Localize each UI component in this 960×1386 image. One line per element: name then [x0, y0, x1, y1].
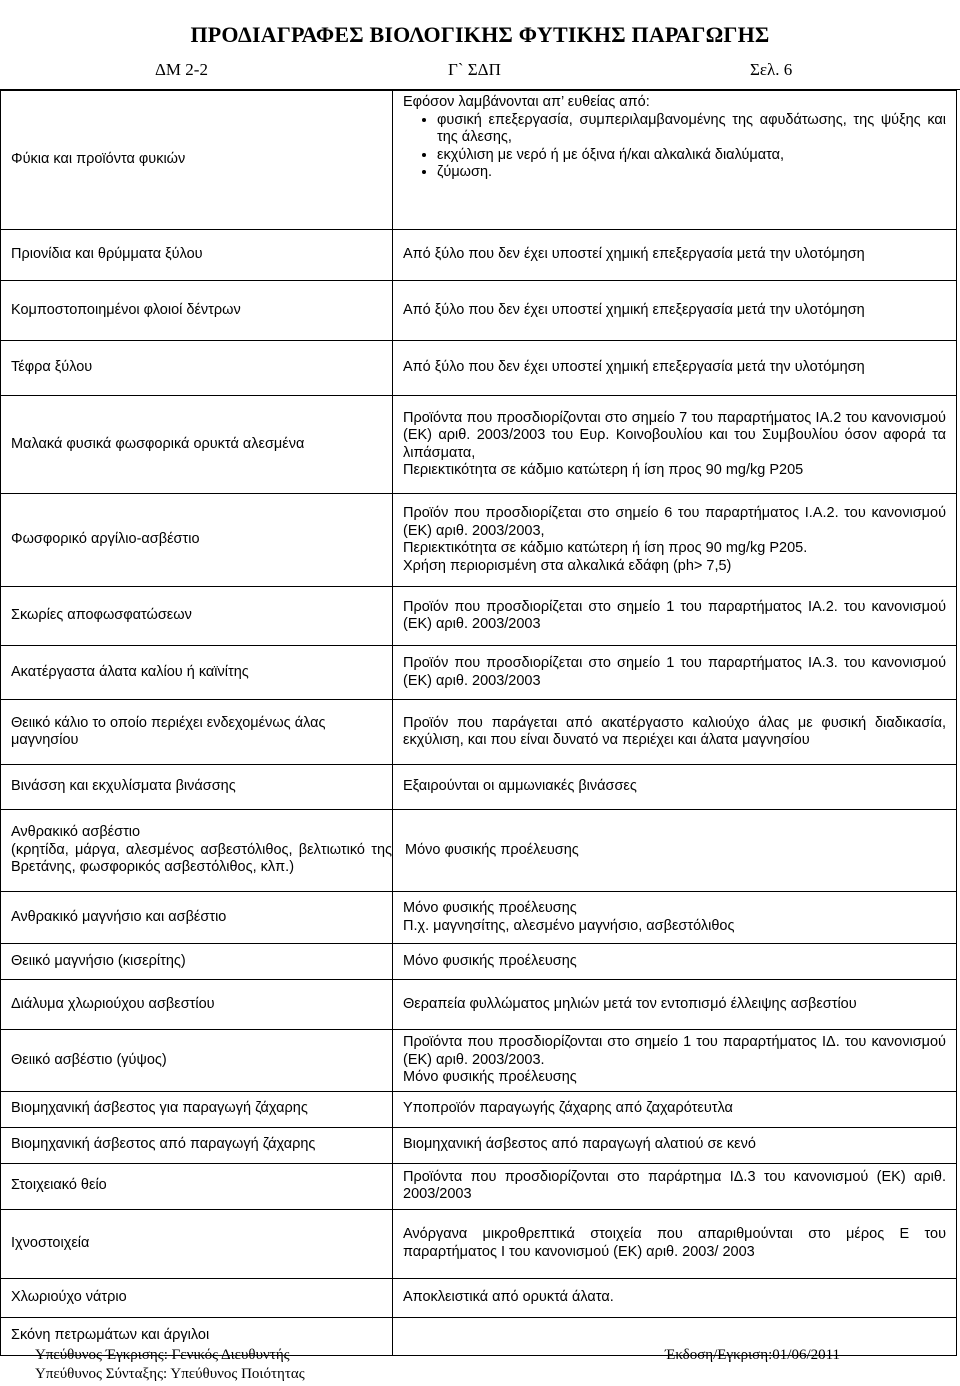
- product-cell: Φωσφορικό αργίλιο-ασβέστιο: [1, 494, 393, 587]
- product-cell: Βιομηχανική άσβεστος για παραγωγή ζάχαρης: [1, 1091, 393, 1127]
- document-title: ΠΡΟΔΙΑΓΡΑΦΕΣ ΒΙΟΛΟΓΙΚΗΣ ΦΥΤΙΚΗΣ ΠΑΡΑΓΩΓΗΣ: [190, 22, 770, 47]
- condition-text: Προϊόντα που προσδιορίζονται στο σημείο 1 του παραρτήματος ΙΔ. του κανονισμού (ΕΚ) αριθ. 2003/2003.: [403, 1034, 946, 1068]
- condition-cell: Μόνο φυσικής προέλευσης: [393, 810, 957, 892]
- document-section: Γ` ΣΔΠ: [448, 60, 501, 79]
- table-row: [1, 646, 957, 700]
- product-cell: [1, 810, 393, 892]
- table-row: [1, 587, 957, 646]
- product-cell: Ιχνοστοιχεία: [1, 1209, 393, 1278]
- table-row: [1, 91, 957, 230]
- product-cell: Θειικό κάλιο το οποίο περιέχει ενδεχομένως άλας μαγνησίου: [1, 700, 393, 765]
- condition-cell: [393, 494, 957, 587]
- footer-author: Υπεύθυνος Σύνταξης: Υπεύθυνος Ποιότητας: [35, 1366, 305, 1382]
- document-subheader: [0, 60, 960, 84]
- condition-text: Χρήση περιορισμένη στα αλκαλικά εδάφη (ph> 7,5): [403, 557, 732, 574]
- condition-cell: Μόνο φυσικής προέλευσης: [393, 944, 957, 980]
- table-row: [1, 980, 957, 1030]
- condition-cell: Ανόργανα μικροθρεπτικά στοιχεία που απαριθμούνται στο μέρος Ε του παραρτήματος Ι του κανονισμού (ΕΚ) αριθ. 2003/ 2003: [393, 1209, 957, 1278]
- table-row: [1, 1209, 957, 1278]
- product-cell: Μαλακά φυσικά φωσφορικά ορυκτά αλεσμένα: [1, 396, 393, 494]
- footer-line-1: [0, 1347, 960, 1367]
- product-cell: Στοιχειακό θείο: [1, 1163, 393, 1209]
- condition-text: Περιεκτικότητα σε κάδμιο κατώτερη ή ίση προς 90 mg/kg P205.: [403, 540, 808, 556]
- product-cell: Ακατέργαστα άλατα καλίου ή καϊνίτης: [1, 646, 393, 700]
- product-cell: Χλωριούχο νάτριο: [1, 1278, 393, 1317]
- product-cell: Θειικό ασβέστιο (γύψος): [1, 1030, 393, 1092]
- product-cell: Βιομηχανική άσβεστος από παραγωγή ζάχαρης: [1, 1127, 393, 1163]
- table-row: [1, 396, 957, 494]
- table-row: [1, 765, 957, 810]
- condition-intro: Εφόσον λαμβάνονται απ’ ευθείας από:: [403, 94, 650, 110]
- table-row: [1, 700, 957, 765]
- product-cell: Θειικό μαγνήσιο (κισερίτης): [1, 944, 393, 980]
- product-cell: Βινάσση και εκχυλίσματα βινάσσης: [1, 765, 393, 810]
- condition-text: Μόνο φυσικής προέλευσης: [403, 1069, 577, 1085]
- condition-cell: Υποπροϊόν παραγωγής ζάχαρης από ζαχαρότευτλα: [393, 1091, 957, 1127]
- table-row: [1, 494, 957, 587]
- condition-text: Π.χ. μαγνησίτης, αλεσμένο μαγνήσιο, ασβεστόλιθος: [403, 917, 735, 934]
- condition-cell: [393, 892, 957, 944]
- table-row: [1, 230, 957, 281]
- condition-cell: Από ξύλο που δεν έχει υποστεί χημική επεξεργασία μετά την υλοτόμηση: [393, 341, 957, 396]
- fertilizer-spec-table: [0, 90, 957, 1356]
- product-cell: Τέφρα ξύλου: [1, 341, 393, 396]
- condition-cell: Προϊόντα που προσδιορίζονται στο παράρτημα ΙΔ.3 του κανονισμού (ΕΚ) αριθ. 2003/2003: [393, 1163, 957, 1209]
- condition-cell: [393, 1030, 957, 1092]
- list-item: • φυσική επεξεργασία, συμπεριλαμβανομένης της αφυδάτωσης, της ψύξης και της άλεσης,: [437, 112, 946, 147]
- condition-cell: Θεραπεία φυλλώματος μηλιών μετά τον εντοπισμό έλλειψης ασβεστίου: [393, 980, 957, 1030]
- table-row: [1, 1030, 957, 1092]
- condition-text: Προϊόντα που προσδιορίζονται στο σημείο 7 του παραρτήματος ΙΑ.2 του κανονισμού (ΕΚ) αριθ. 2003/2003 του Ευρ. Κοινοβουλίου και του Συμβουλίου όσον αφορά τα λιπάσματα,: [403, 409, 946, 461]
- footer-issue-date: Έκδοση/Εγκριση:01/06/2011: [665, 1347, 841, 1363]
- product-cell: Φύκια και προϊόντα φυκιών: [1, 91, 393, 230]
- product-cell: Πριονίδια και θρύμματα ξύλου: [1, 230, 393, 281]
- table-row: [1, 341, 957, 396]
- product-cell: Ανθρακικό μαγνήσιο και ασβέστιο: [1, 892, 393, 944]
- product-cell: Κομποστοποιημένοι φλοιοί δέντρων: [1, 281, 393, 341]
- table-row: [1, 281, 957, 341]
- condition-cell: Προϊόν που προσδιορίζεται στο σημείο 1 του παραρτήματος ΙΑ.3. του κανονισμού (ΕΚ) αριθ. 2003/2003: [393, 646, 957, 700]
- condition-cell: Από ξύλο που δεν έχει υποστεί χημική επεξεργασία μετά την υλοτόμηση: [393, 281, 957, 341]
- table-row: [1, 810, 957, 892]
- condition-cell: [393, 396, 957, 494]
- condition-cell: [393, 91, 957, 230]
- product-cell: Σκόνη πετρωμάτων και άργιλοι: [1, 1317, 393, 1355]
- list-item: • ζύμωση.: [437, 164, 946, 182]
- table-row: [1, 1091, 957, 1127]
- table-row: [1, 1163, 957, 1209]
- condition-cell: Προϊόν που προσδιορίζεται στο σημείο 1 του παραρτήματος ΙΑ.2. του κανονισμού (ΕΚ) αριθ. 2003/2003: [393, 587, 957, 646]
- condition-text: Προϊόν που προσδιορίζεται στο σημείο 6 του παραρτήματος Ι.Α.2. του κανονισμού (ΕΚ) αριθ. 2003/2003,: [403, 505, 946, 539]
- page-number: Σελ. 6: [750, 60, 793, 79]
- condition-cell: Προϊόν που παράγεται από ακατέργαστο καλιούχο άλας με φυσική διαδικασία, εκχύλιση, και που είναι δυνατό να περιέχει και άλατα μαγνησίου: [393, 700, 957, 765]
- condition-cell: Βιομηχανική άσβεστος από παραγωγή αλατιού σε κενό: [393, 1127, 957, 1163]
- product-text: Ανθρακικό ασβέστιο: [11, 824, 141, 841]
- table-row: [1, 944, 957, 980]
- condition-text: Περιεκτικότητα σε κάδμιο κατώτερη ή ίση προς 90 mg/kg P205: [403, 462, 804, 478]
- list-item: • εκχύλιση με νερό ή με όξινα ή/και αλκαλικά διαλύματα,: [437, 147, 946, 165]
- document-code: ΔΜ 2-2: [155, 60, 208, 79]
- condition-text: Μόνο φυσικής προέλευσης: [403, 900, 577, 916]
- product-cell: Διάλυμα χλωριούχου ασβεστίου: [1, 980, 393, 1030]
- condition-cell: Εξαιρούνται οι αμμωνιακές βινάσσες: [393, 765, 957, 810]
- product-cell: Σκωρίες αποφωσφατώσεων: [1, 587, 393, 646]
- table-row: [1, 1278, 957, 1317]
- condition-cell: Αποκλειστικά από ορυκτά άλατα.: [393, 1278, 957, 1317]
- product-text: (κρητίδα, μάργα, αλεσμένος ασβεστόλιθος, βελτιωτικό της Βρετάνης, φωσφορικός ασβεστόλιθος, κλπ.): [11, 841, 392, 876]
- footer-approval: Υπεύθυνος Έγκρισης: Γενικός Διευθυντής: [35, 1347, 290, 1363]
- footer-line-2: [0, 1366, 960, 1386]
- table-row: [1, 892, 957, 944]
- condition-bullet-list: [403, 112, 946, 182]
- table-row: [1, 1127, 957, 1163]
- condition-cell: Από ξύλο που δεν έχει υποστεί χημική επεξεργασία μετά την υλοτόμηση: [393, 230, 957, 281]
